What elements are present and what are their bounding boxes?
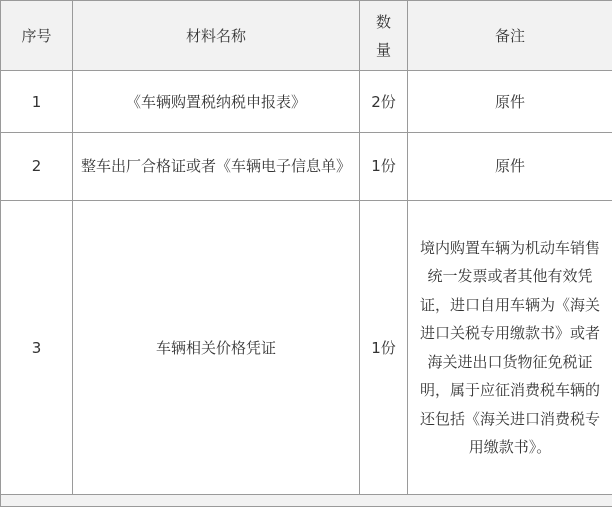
header-no: 序号 xyxy=(1,1,73,71)
table-row xyxy=(1,133,612,201)
cell-no: 1 xyxy=(1,71,73,133)
table-row xyxy=(1,71,612,133)
table-row xyxy=(1,201,612,495)
cell-note: 原件 xyxy=(408,71,612,133)
cell-name: 《车辆购置税纳税申报表》 xyxy=(73,71,360,133)
table-footer-cell xyxy=(1,495,612,507)
cell-no: 3 xyxy=(1,201,73,495)
header-note: 备注 xyxy=(408,1,612,71)
cell-name: 整车出厂合格证或者《车辆电子信息单》 xyxy=(73,133,360,201)
cell-no: 2 xyxy=(1,133,73,201)
cell-note: 原件 xyxy=(408,133,612,201)
cell-note: 境内购置车辆为机动车销售统一发票或者其他有效凭证，进口自用车辆为《海关进口关税专用缴款书》或者海关进出口货物征免税证明，属于应征消费税车辆的还包括《海关进口消费税专用缴款书》。 xyxy=(408,201,612,495)
table-footer-row xyxy=(1,495,612,507)
cell-qty: 1份 xyxy=(360,201,408,495)
header-qty: 数量 xyxy=(360,1,408,71)
header-name: 材料名称 xyxy=(73,1,360,71)
table-header-row xyxy=(1,1,612,71)
cell-name: 车辆相关价格凭证 xyxy=(73,201,360,495)
cell-qty: 1份 xyxy=(360,133,408,201)
cell-qty: 2份 xyxy=(360,71,408,133)
